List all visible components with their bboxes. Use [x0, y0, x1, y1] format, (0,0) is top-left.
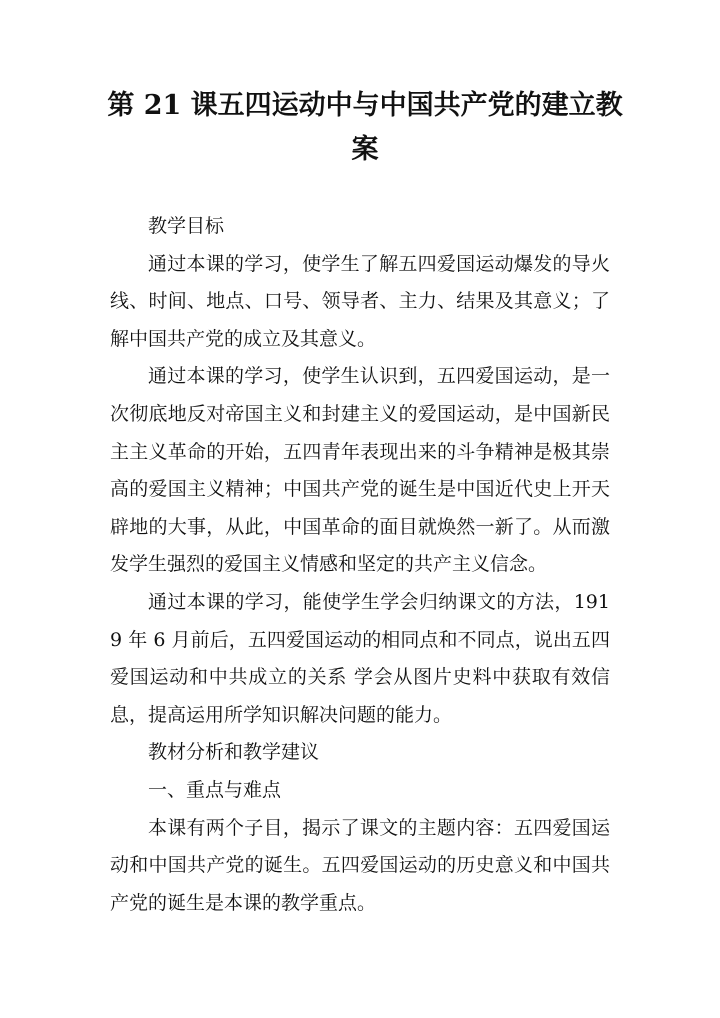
paragraph-key-points: 本课有两个子目，揭示了课文的主题内容：五四爱国运动和中国共产党的诞生。五四爱国运动的历史意义和中国共产党的诞生是本课的教学重点。: [110, 816, 610, 914]
paragraph-goal-values: 通过本课的学习，使学生认识到，五四爱国运动，是一次彻底地反对帝国主义和封建主义的爱国运动，是中国新民主主义革命的开始，五四青年表现出来的斗争精神是极其崇高的爱国主义精神；中国共产党的诞生是中国近代史上开天辟地的大事，从此，中国革命的面目就焕然一新了。从而激发学生强烈的爱国主义情感和坚定的共产主义信念。: [110, 365, 610, 576]
document-body: [110, 208, 610, 922]
heading-teaching-goals: 教学目标: [148, 215, 225, 237]
paragraph-goal-knowledge: 通过本课的学习，使学生了解五四爱国运动爆发的导火线、时间、地点、口号、领导者、主力、结果及其意义；了解中国共产党的成立及其意义。: [110, 252, 610, 350]
heading-key-points: 一、重点与难点: [148, 778, 282, 801]
heading-material-analysis: 教材分析和教学建议: [148, 741, 320, 764]
document-title: 第 21 课五四运动中与中国共产党的建立教案: [107, 90, 623, 165]
paragraph-goal-skills: 通过本课的学习，能使学生学会归纳课文的方法，1919 年 6 月前后，五四爱国运动的相同点和不同点，说出五四爱国运动和中共成立的关系 学会从图片史料中获取有效信息，提高运用所学知识解决问题的能力。: [110, 590, 610, 726]
